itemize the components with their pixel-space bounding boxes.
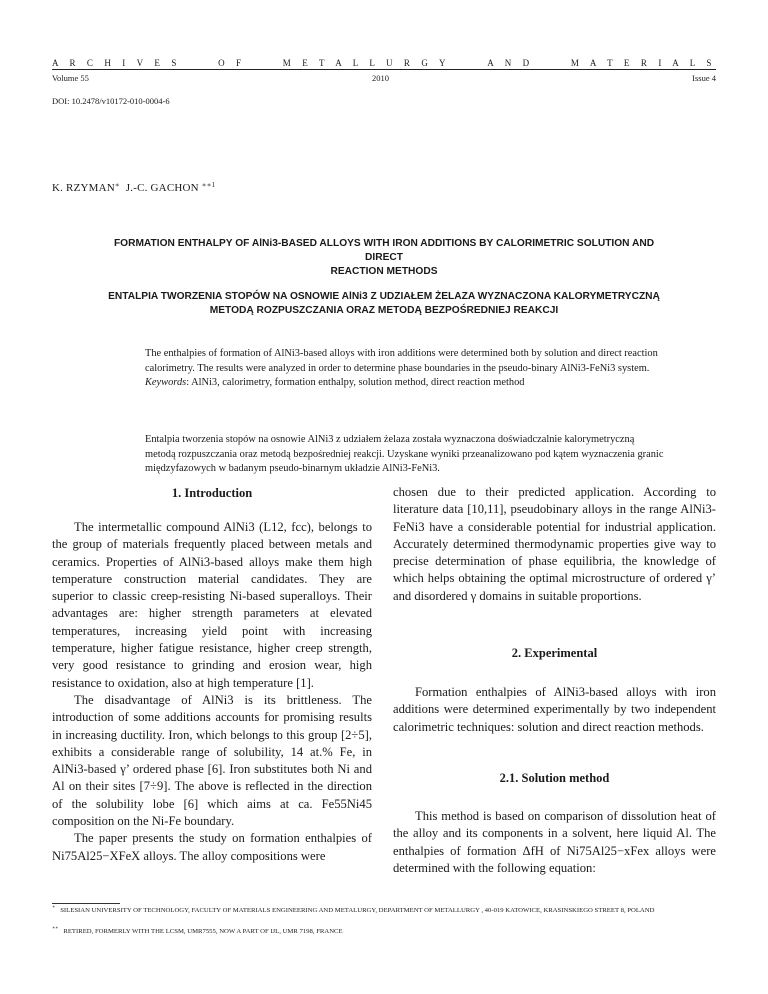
title-en-line-1: FORMATION ENTHALPY OF AlNi3-BASED ALLOYS WITH IRON ADDITIONS BY CALORIMETRIC SOLUTION AND DIRECT — [113, 238, 655, 263]
title-pl-line-1: ENTALPIA TWORZENIA STOPÓW NA OSNOWIE AlNi3 Z UDZIAŁEM ŻELAZA WYZNACZONA KALORYMETRYCZNĄ — [108, 291, 660, 302]
abstract-pl-line-2: metodą rozpuszczania oraz metodą bezpośredniej reakcji. Uzyskane wyniki przeanalizowano pod kątem wyznaczenia granic — [145, 448, 664, 460]
column-left — [52, 519, 372, 865]
paragraph: The disadvantage of AlNi3 is its brittleness. The introduction of some additions accounts for promising results in increasing ductility. Iron, which belongs to this group [2÷5], exhibits a considerable range of solubility, 14 at.% Fe, in AlNi3-based γ’ ordered phase [6]. Iron substitutes both Ni and Al on their sites [7÷9]. The above is reflected in the direction of the solubility lobe [6] which aims at ca. Fe55Ni45 composition on the Ni-Fe boundary. — [52, 692, 372, 829]
title-en-line-2: REACTION METHODS — [330, 266, 438, 277]
experimental-paragraph — [393, 684, 716, 736]
footnote-1-mark: ∗ — [52, 905, 56, 910]
paragraph: Formation enthalpies of AlNi3-based alloys with iron additions were determined experimentally by two independent calorimetric techniques: solution and direct reaction methods. — [393, 685, 716, 734]
doi: DOI: 10.2478/v10172-010-0004-6 — [52, 96, 170, 106]
column-right-top — [393, 484, 716, 605]
footnote-2 — [52, 927, 716, 937]
abstract-pl-line-1: Entalpia tworzenia stopów na osnowie AlNi3 z udziałem żelaza została wyznaczona doświadczalnie kalorymetryczną — [145, 434, 635, 445]
keywords — [145, 376, 720, 391]
year: 2010 — [372, 73, 389, 83]
journal-word: A R C H I V E S — [52, 58, 181, 68]
paragraph: The paper presents the study on formation enthalpies of Ni75Al25−XFeX alloys. The alloy compositions were — [52, 831, 372, 863]
keywords-text: : AlNi3, calorimetry, formation enthalpy, solution method, direct reaction method — [186, 377, 525, 389]
journal-header — [52, 58, 716, 68]
author-2-mark: ∗∗1 — [201, 181, 216, 189]
journal-word: A N D — [487, 58, 534, 68]
section-heading-experimental: 2. Experimental — [511, 646, 598, 660]
section-heading-solution-method: 2.1. Solution method — [499, 771, 610, 785]
section-heading-introduction: 1. Introduction — [171, 486, 253, 500]
abstract-en-line-1: The enthalpies of formation of AlNi3-based alloys with iron additions were determined both by solution and direct reaction — [145, 348, 658, 359]
solution-paragraph — [393, 808, 716, 877]
author-1: K. RZYMAN — [52, 182, 115, 194]
footnote-2-mark: ∗∗ — [52, 926, 59, 931]
header-rule — [52, 69, 716, 70]
title-en — [96, 237, 672, 279]
journal-word: O F — [218, 58, 246, 68]
volume: Volume 55 — [52, 73, 89, 83]
issue: Issue 4 — [692, 73, 716, 83]
abstract-en-line-2: calorimetry. The results were analyzed in order to determine phase boundaries in the pseudo-binary AlNi3-FeNi3 system. — [145, 362, 650, 374]
paragraph: The intermetallic compound AlNi3 (L12, fcc), belongs to the group of materials frequently placed between metals and ceramics. Properties of AlNi3-based alloys make them high temperature construction material candidates. They are superior to classic creep-resisting Ni-based superalloys. Their advantages are: higher strength parameters at elevated temperatures, increasing yield point with increasing temperature, higher fatigue resistance, higher creep strength, very good resistance to grinding and erosion wear, high resistance to oxidation, also at high temperature [1]. — [52, 520, 372, 690]
paragraph: chosen due to their predicted application. According to literature data [10,11], pseudobinary alloys in the range AlNi3-FeNi3 have a considerable potential for industrial application. Accurately determined thermodynamic properties give way to precise determination of phase equilibria, the knowledge of which helps obtaining the optimal microstructure of ordered γ’ and disordered γ domains in suitable proportions. — [393, 485, 716, 603]
abstract-en — [145, 347, 720, 391]
keywords-label: Keywords — [145, 377, 187, 389]
author-1-mark: ∗ — [114, 181, 120, 189]
abstract-pl-line-3: międzyfazowych w badanym pseudo-binarnym układzie AlNi3-FeNi3. — [145, 463, 440, 475]
footnote-1-text: SILESIAN UNIVERSITY OF TECHNOLOGY, FACULTY OF MATERIALS ENGINEERING AND METALURGY, DEPARTMENT OF METALLURGY , 40-019 KATOWICE, KRASINSKIEGO STREET 8, POLAND — [60, 907, 655, 914]
authors — [52, 182, 215, 194]
abstract-pl — [145, 433, 720, 477]
paragraph: This method is based on comparison of dissolution heat of the alloy and its components in a solvent, here liquid Al. The enthalpies of formation ΔfH of Ni75Al25−xFex alloys were determined with the following equation: — [393, 809, 716, 875]
journal-word: M A T E R I A L S — [570, 58, 716, 68]
journal-word: M E T A L L U R G Y — [282, 58, 451, 68]
title-pl — [96, 290, 672, 318]
footnote-rule — [52, 903, 120, 904]
title-pl-line-2: METODĄ ROZPUSZCZANIA ORAZ METODĄ BEZPOŚREDNIEJ REAKCJI — [209, 305, 559, 316]
footnote-1 — [52, 906, 716, 916]
footnote-2-text: RETIRED, FORMERLY WITH THE LCSM, UMR7555, NOW A PART OF IJL, UMR 7198, FRANCE — [63, 928, 343, 935]
author-2: J.-C. GACHON — [125, 182, 199, 194]
